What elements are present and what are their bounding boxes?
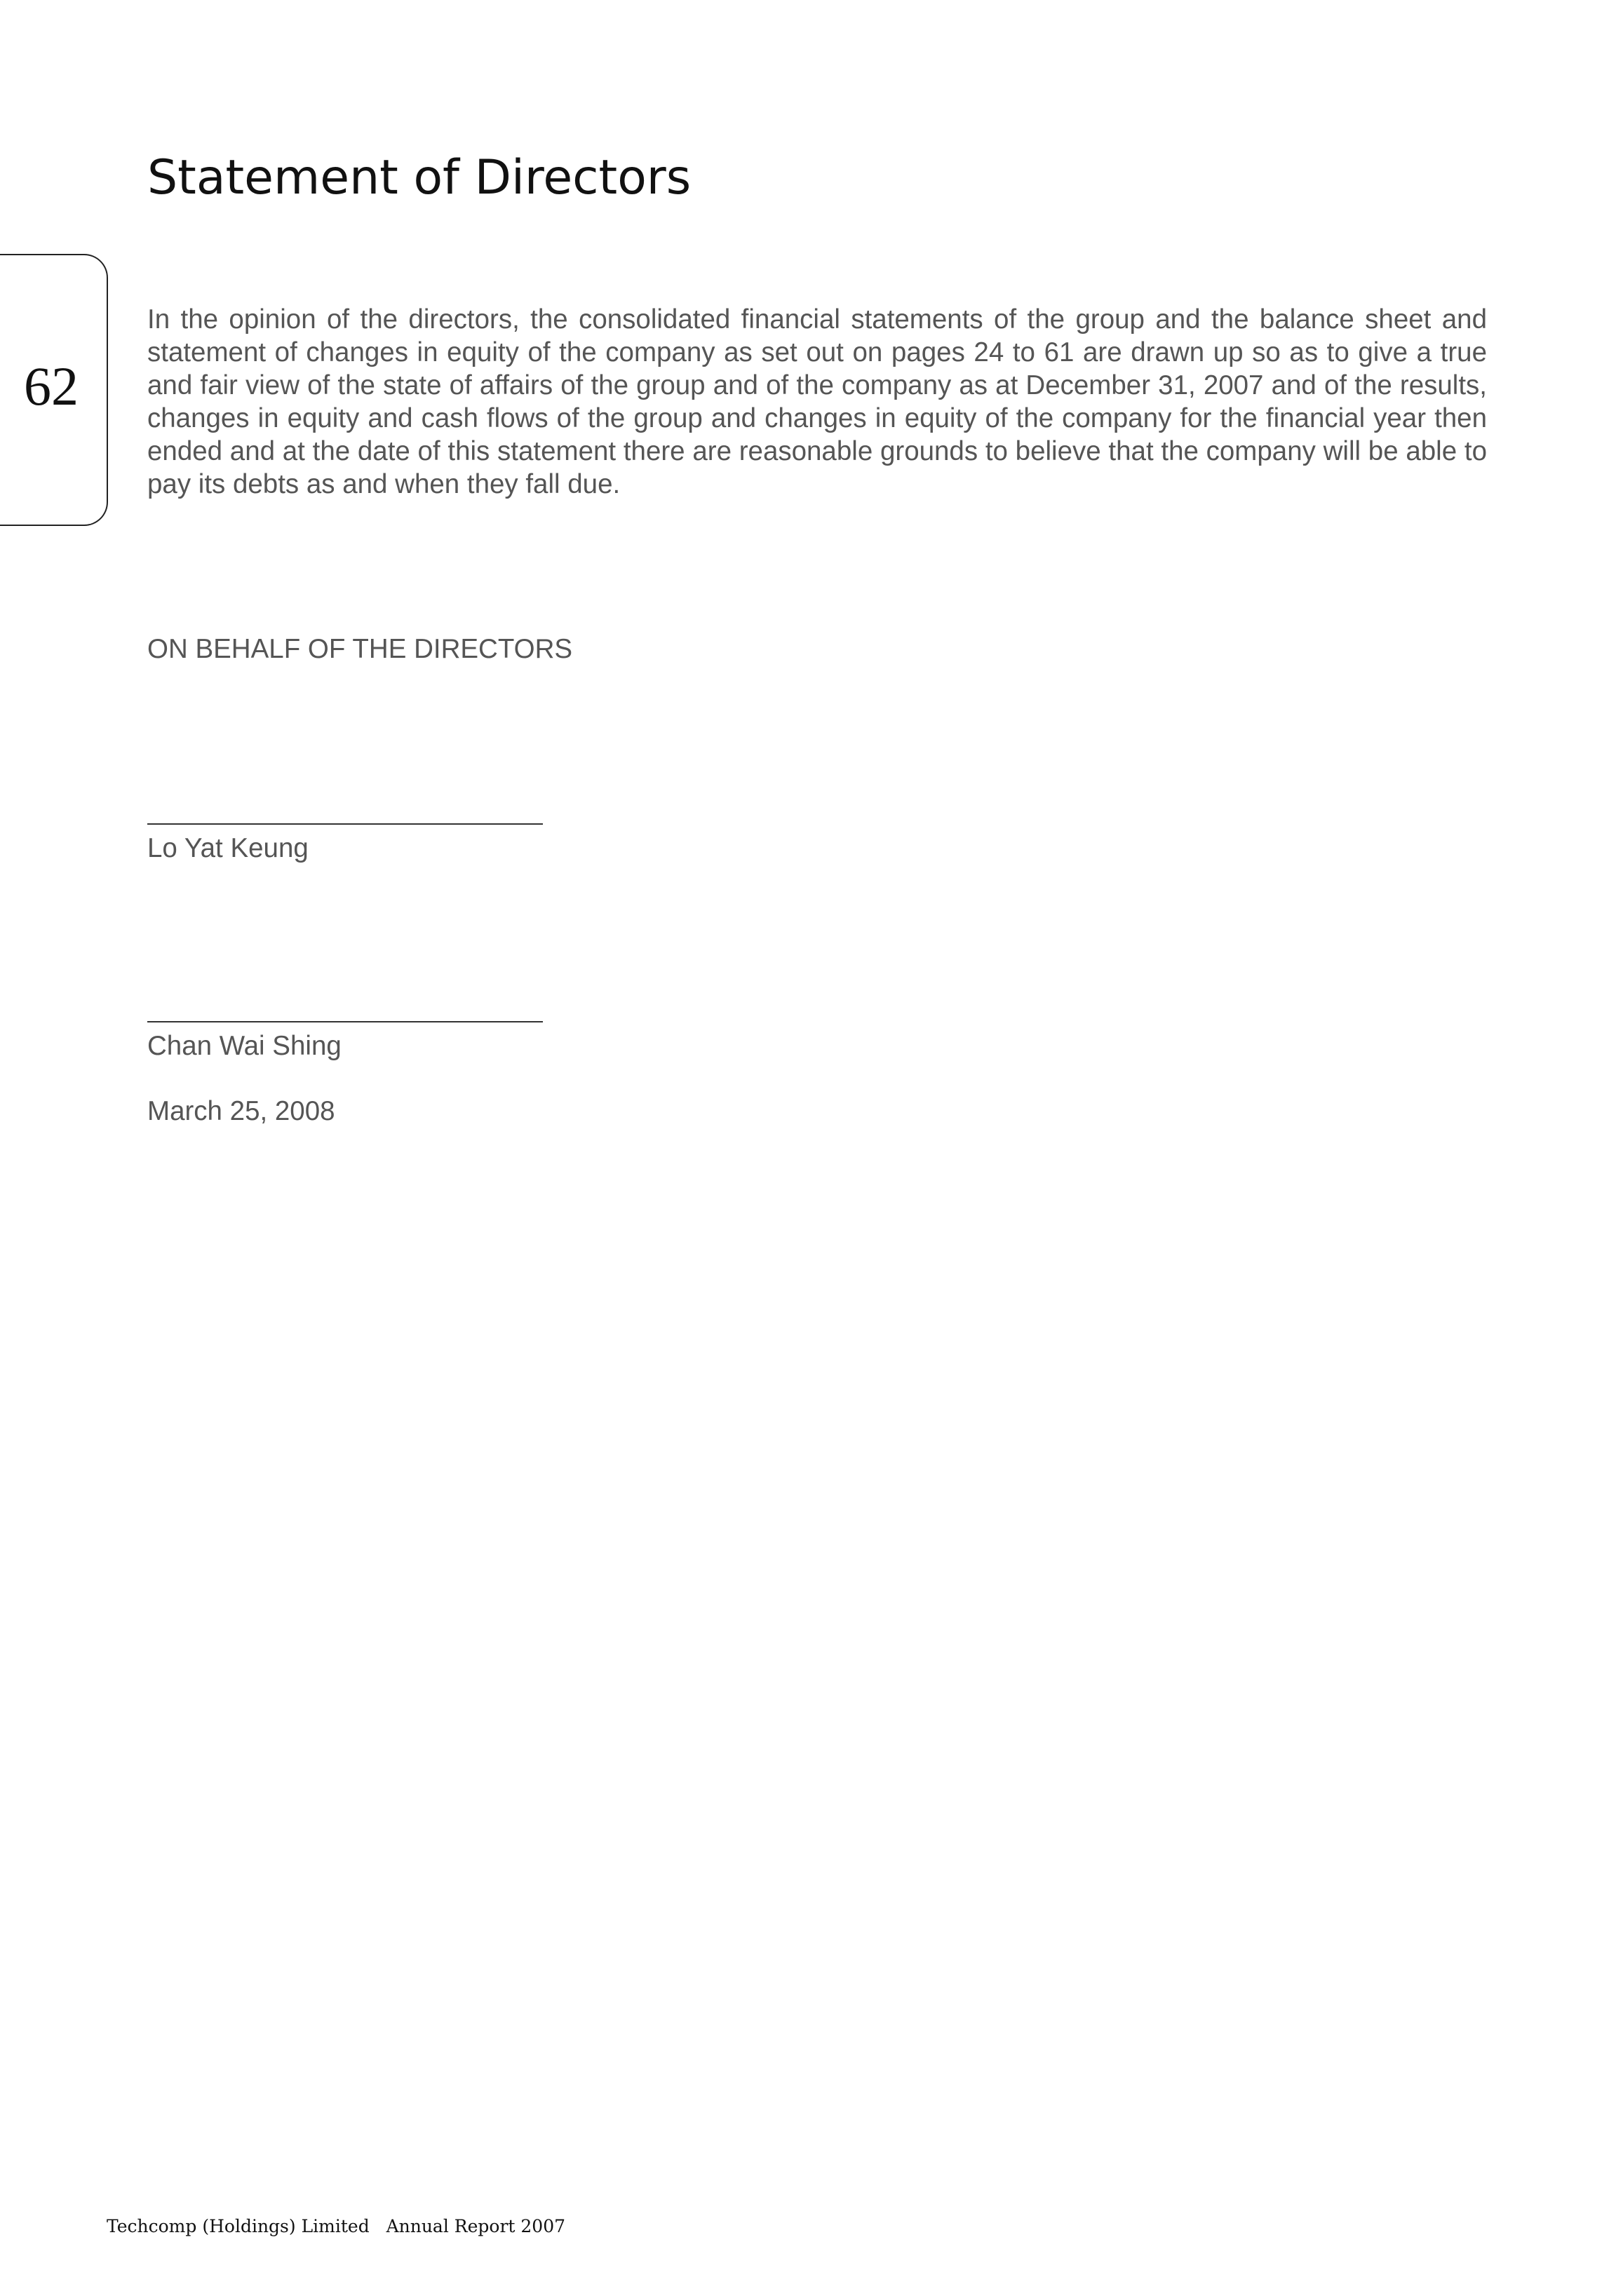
page-number: 62 xyxy=(24,356,79,417)
signatory-name: Lo Yat Keung xyxy=(147,833,309,863)
page-title: Statement of Directors xyxy=(147,149,692,205)
statement-paragraph: In the opinion of the directors, the consolidated financial statements of the group and the balance sheet and statement of changes in equity of the company as set out on pages 24 to 61 are drawn up so as to give a true and fair view of the state of affairs of the group and of the company as at December 31, 2007 and of the results, changes in equity and cash flows of the group and changes in equity of the company for the financial year then ended and at the date of this statement there are reasonable grounds to believe that the company will be able to pay its debts as and when they fall due. xyxy=(147,304,1487,499)
signature-line xyxy=(147,823,543,825)
signing-date: March 25, 2008 xyxy=(147,1096,335,1126)
on-behalf-heading: ON BEHALF OF THE DIRECTORS xyxy=(147,634,573,664)
footer-company: Techcomp (Holdings) Limited xyxy=(107,2216,370,2236)
signatory-name: Chan Wai Shing xyxy=(147,1031,342,1061)
footer-report: Annual Report 2007 xyxy=(386,2216,566,2236)
footer xyxy=(107,2216,565,2236)
signature-line xyxy=(147,1021,543,1022)
